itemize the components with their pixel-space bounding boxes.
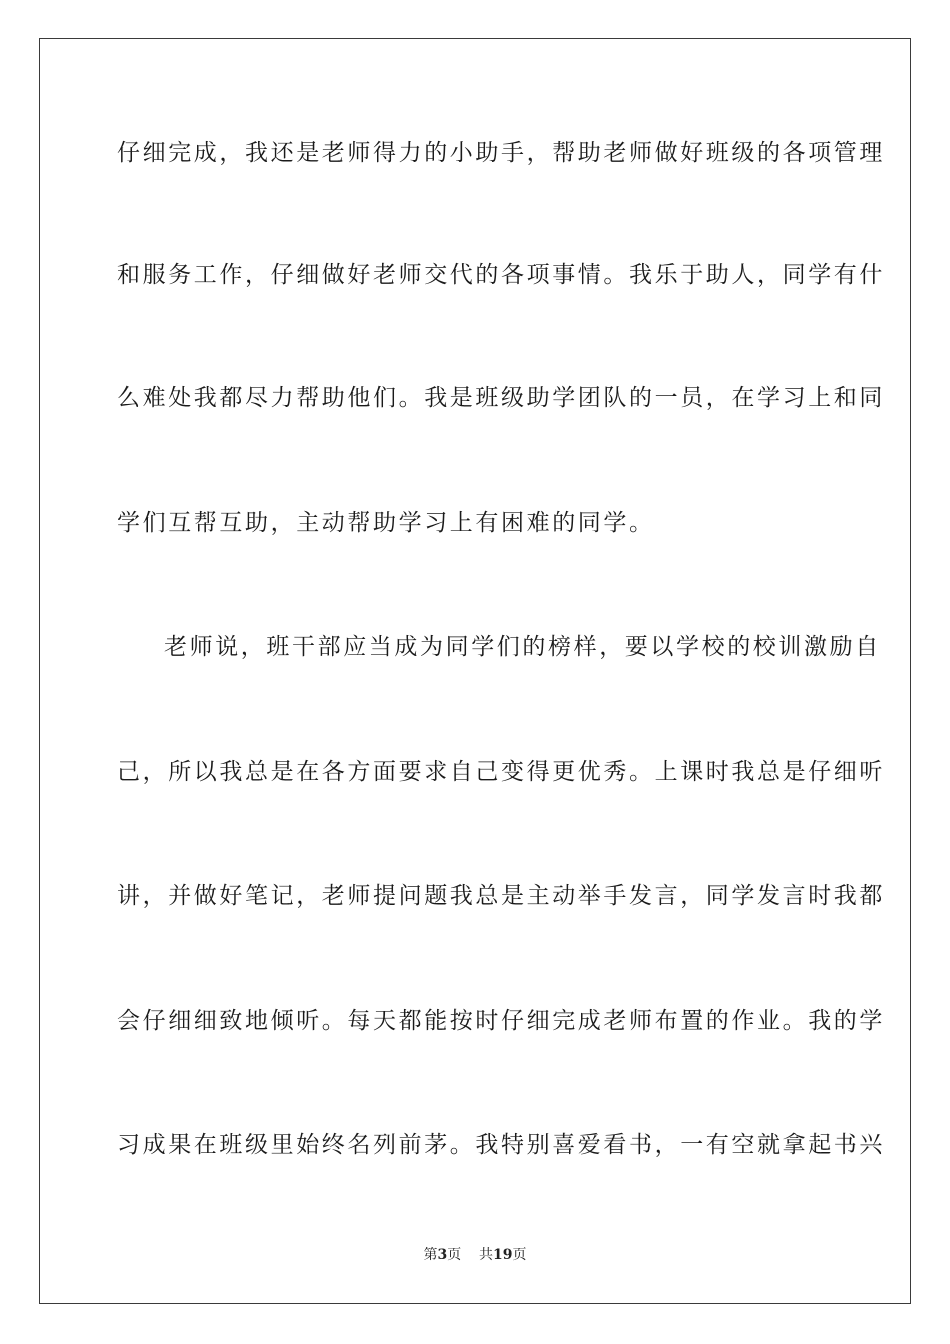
page-border [39,38,911,1304]
text-line: 和服务工作，仔细做好老师交代的各项事情。我乐于助人，同学有什 [117,262,885,288]
text-line: 习成果在班级里始终名列前茅。我特别喜爱看书，一有空就拿起书兴 [117,1132,885,1158]
text-line: 会仔细细致地倾听。每天都能按时仔细完成老师布置的作业。我的学 [117,1008,885,1034]
footer-page-prefix: 第 [423,1247,438,1263]
footer-page-suffix: 页 [447,1247,462,1263]
footer-total-prefix: 共 [479,1247,494,1263]
footer-total-pages: 19 [493,1247,513,1263]
text-line: 仔细完成，我还是老师得力的小助手，帮助老师做好班级的各项管理 [117,140,885,166]
footer-total-suffix: 页 [512,1247,527,1263]
footer-current-page: 3 [437,1247,448,1263]
text-line: 学们互帮互助，主动帮助学习上有困难的同学。 [117,510,655,536]
text-line: 么难处我都尽力帮助他们。我是班级助学团队的一员，在学习上和同 [117,385,885,411]
text-line: 讲，并做好笔记，老师提问题我总是主动举手发言，同学发言时我都 [117,883,885,909]
paragraph-first-line: 老师说，班干部应当成为同学们的榜样，要以学校的校训激励自 [164,634,881,660]
text-line: 己，所以我总是在各方面要求自己变得更优秀。上课时我总是仔细听 [117,759,885,785]
page-footer [0,1246,950,1264]
